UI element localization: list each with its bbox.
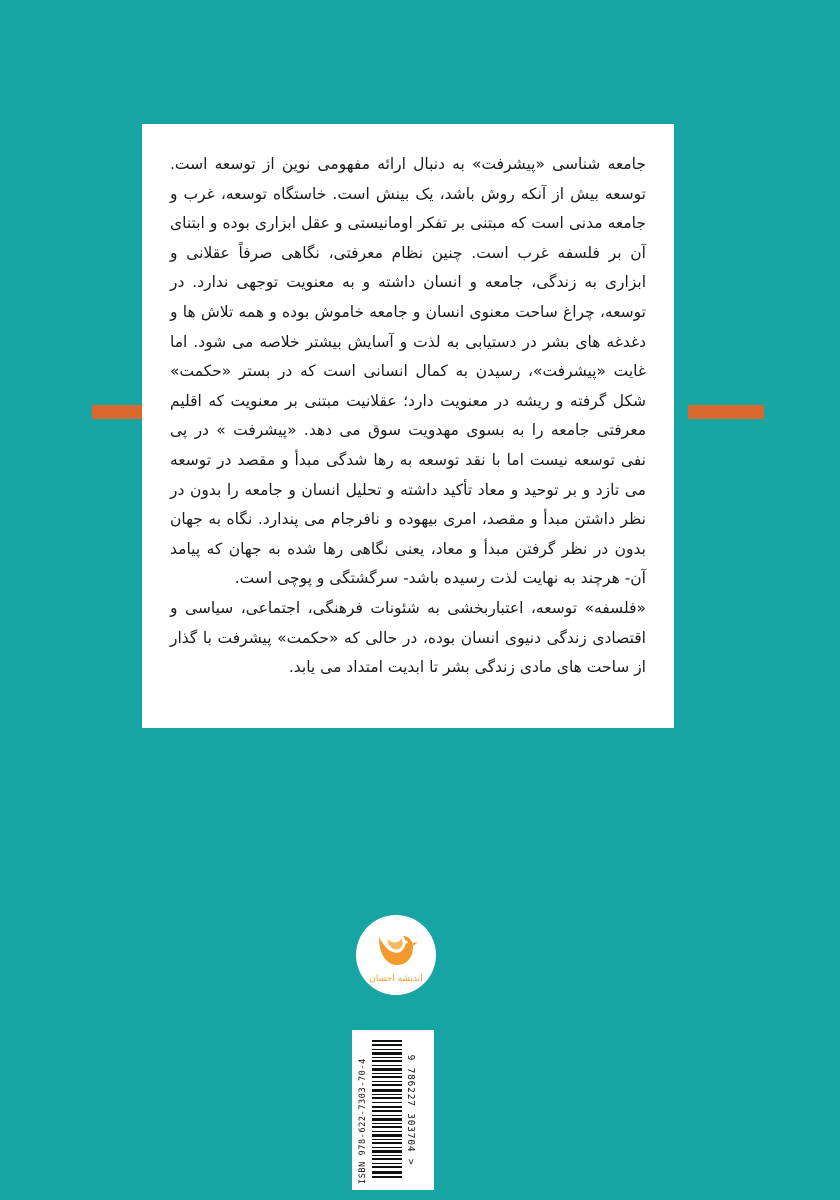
barcode [352, 1030, 434, 1190]
publisher-logo [356, 915, 436, 995]
barcode-digits: 9 786227 303704 > [405, 1054, 416, 1166]
bird-icon [373, 927, 419, 973]
accent-bar-right [688, 405, 764, 419]
blurb-paragraph-1: جامعه شناسی «پیشرفت» به دنبال ارائه مفهومی نوین از توسعه است. توسعه بیش از آنکه روش باشد، یک بینش است. خاستگاه توسعه، غرب و جامعه مدنی است که مبتنی بر تفکر اومانیستی و عقل ابزاری بوده و ابتنای آن بر فلسفه غرب است. چنین نظام معرفتی، نگاهی صرفاً عقلانی و ابزاری به زندگی، جامعه و انسان داشته و به معنویت توجهی ندارد. در توسعه، چراغ ساحت معنوی انسان و جامعه خاموش بوده و همه تلاش ها و دغدغه های بشر در دستیابی به لذت و آسایش بیشتر خلاصه می شود. اما غایت «پیشرفت»، رسیدن به کمال انسانی است که در بستر «حکمت» شکل گرفته و ریشه در معنویت دارد؛ عقلانیت مبتنی بر معنویت که اقلیم معرفتی جامعه را به بسوی مهدویت سوق می دهد. «پیشرفت » در پی نفی توسعه نیست اما با نقد توسعه به رها شدگی مبدأ و مقصد در توسعه می تازد و بر توحید و معاد تأکید داشته و تحلیل انسان و جامعه را بدون در نظر داشتن مبدأ و مقصد، امری بیهوده و نافرجام می پندارد. نگاه به جهان بدون در نظر گرفتن مبدأ و معاد، یعنی نگاهی رها شده به جهان که پیامد آن- هرچند به نهایت لذت رسیده باشد- سرگشتگی و پوچی است. [170, 155, 646, 588]
isbn-label: ISBN 978-622-7303-70-4 [358, 1058, 368, 1184]
blurb-paragraph-2: «فلسفه» توسعه، اعتباربخشی به شئونات فرهنگی، اجتماعی، سیاسی و اقتصادی زندگی دنیوی انسان بوده، در حالی که «حکمت» پیشرفت با گذار از ساحت های مادی زندگی بشر تا ابدیت امتداد می یابد. [170, 598, 646, 677]
blurb-panel [142, 124, 674, 728]
publisher-name: اندیشه احسان [369, 973, 423, 984]
barcode-bars [372, 1040, 402, 1180]
